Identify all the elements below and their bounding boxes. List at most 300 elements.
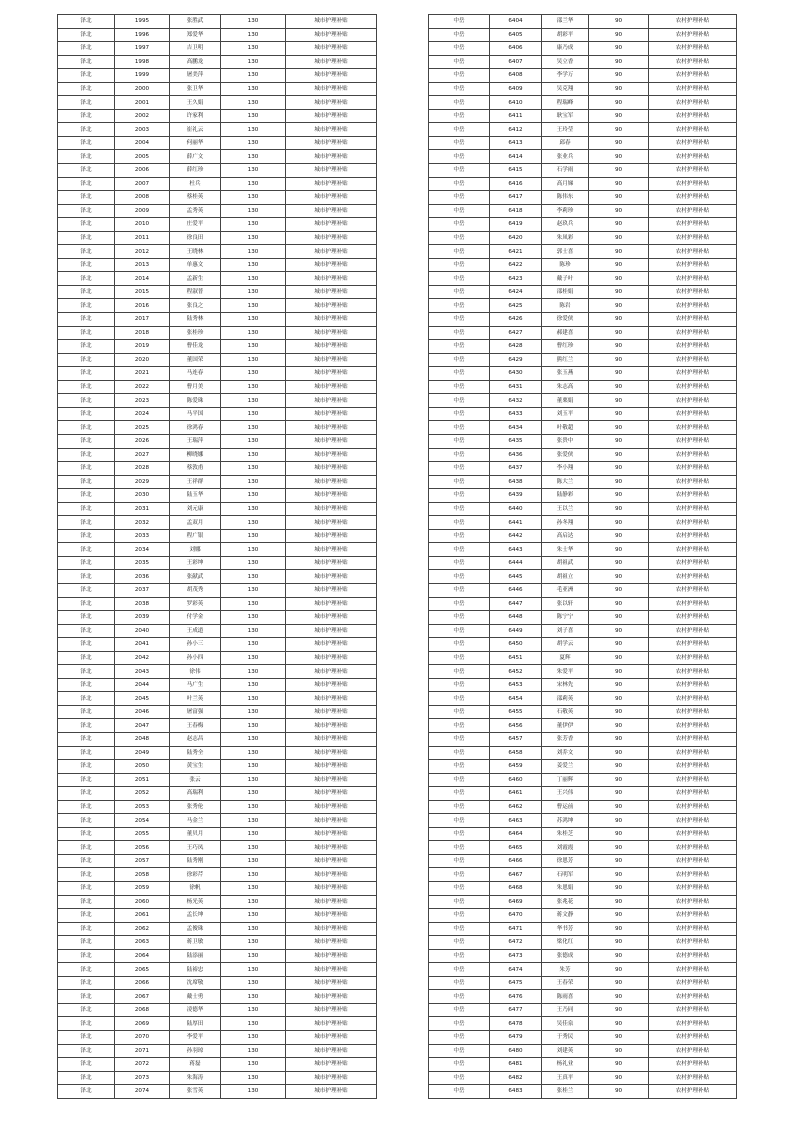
serial-number-cell: 2000 — [115, 82, 170, 96]
town-cell: 中岳 — [429, 705, 490, 719]
table-row — [429, 1031, 737, 1045]
category-cell: 农村护理补贴 — [649, 827, 737, 841]
table-row — [58, 1085, 377, 1099]
serial-number-cell: 2006 — [115, 164, 170, 178]
name-cell: 邵兰华 — [542, 15, 589, 29]
name-cell: 张秀伦 — [170, 800, 221, 814]
serial-number-cell: 2028 — [115, 462, 170, 476]
table-row — [58, 611, 377, 625]
amount-cell: 90 — [589, 990, 649, 1004]
serial-number-cell: 6440 — [490, 502, 542, 516]
category-cell: 农村护理补贴 — [649, 746, 737, 760]
amount-cell: 130 — [221, 651, 286, 665]
name-cell: 陈爱珠 — [170, 394, 221, 408]
category-cell: 农村护理补贴 — [649, 922, 737, 936]
amount-cell: 90 — [589, 434, 649, 448]
name-cell: 吴克翔 — [542, 82, 589, 96]
amount-cell: 130 — [221, 69, 286, 83]
town-cell: 泽北 — [58, 164, 115, 178]
name-cell: 张兆花 — [542, 895, 589, 909]
amount-cell: 130 — [221, 367, 286, 381]
name-cell: 程瑞峰 — [542, 96, 589, 110]
category-cell: 城市护理补贴 — [286, 421, 377, 435]
category-cell: 农村护理补贴 — [649, 313, 737, 327]
name-cell: 孙冬翔 — [542, 516, 589, 530]
category-cell: 城市护理补贴 — [286, 448, 377, 462]
serial-number-cell: 6478 — [490, 1017, 542, 1031]
category-cell: 农村护理补贴 — [649, 96, 737, 110]
category-cell: 城市护理补贴 — [286, 258, 377, 272]
name-cell: 叶兰英 — [170, 692, 221, 706]
serial-number-cell: 2045 — [115, 692, 170, 706]
serial-number-cell: 2063 — [115, 936, 170, 950]
table-row — [58, 936, 377, 950]
category-cell: 城市护理补贴 — [286, 55, 377, 69]
town-cell: 中岳 — [429, 448, 490, 462]
name-cell: 孟秀英 — [170, 204, 221, 218]
category-cell: 农村护理补贴 — [649, 272, 737, 286]
serial-number-cell: 6451 — [490, 651, 542, 665]
amount-cell: 90 — [589, 407, 649, 421]
table-row — [58, 96, 377, 110]
serial-number-cell: 2035 — [115, 556, 170, 570]
town-cell: 泽北 — [58, 936, 115, 950]
amount-cell: 130 — [221, 82, 286, 96]
name-cell: 陈岩 — [542, 299, 589, 313]
category-cell: 农村护理补贴 — [649, 299, 737, 313]
name-cell: 朱恩娟 — [542, 882, 589, 896]
town-cell: 泽北 — [58, 218, 115, 232]
amount-cell: 90 — [589, 475, 649, 489]
amount-cell: 130 — [221, 760, 286, 774]
town-cell: 中岳 — [429, 732, 490, 746]
name-cell: 董伊伊 — [542, 719, 589, 733]
amount-cell: 90 — [589, 556, 649, 570]
amount-cell: 130 — [221, 218, 286, 232]
name-cell: 康乃成 — [542, 42, 589, 56]
name-cell: 刘元康 — [170, 502, 221, 516]
name-cell: 徐彩芹 — [170, 868, 221, 882]
category-cell: 农村护理补贴 — [649, 367, 737, 381]
table-row — [58, 28, 377, 42]
serial-number-cell: 6413 — [490, 136, 542, 150]
category-cell: 城市护理补贴 — [286, 123, 377, 137]
table-row — [58, 313, 377, 327]
amount-cell: 130 — [221, 272, 286, 286]
name-cell: 徐良田 — [170, 231, 221, 245]
amount-cell: 90 — [589, 597, 649, 611]
name-cell: 陆添丽 — [170, 949, 221, 963]
serial-number-cell: 6466 — [490, 854, 542, 868]
category-cell: 城市护理补贴 — [286, 191, 377, 205]
table-row — [58, 434, 377, 448]
table-row — [429, 177, 737, 191]
serial-number-cell: 2024 — [115, 407, 170, 421]
serial-number-cell: 2011 — [115, 231, 170, 245]
name-cell: 单惠文 — [170, 258, 221, 272]
town-cell: 泽北 — [58, 854, 115, 868]
amount-cell: 90 — [589, 773, 649, 787]
category-cell: 农村护理补贴 — [649, 1044, 737, 1058]
table-row — [58, 489, 377, 503]
table-row — [58, 353, 377, 367]
serial-number-cell: 6445 — [490, 570, 542, 584]
amount-cell: 90 — [589, 218, 649, 232]
table-row — [429, 245, 737, 259]
category-cell: 城市护理补贴 — [286, 502, 377, 516]
amount-cell: 90 — [589, 760, 649, 774]
amount-cell: 130 — [221, 380, 286, 394]
name-cell: 张桂兰 — [542, 1085, 589, 1099]
table-row — [58, 367, 377, 381]
table-row — [58, 448, 377, 462]
amount-cell: 130 — [221, 421, 286, 435]
amount-cell: 90 — [589, 746, 649, 760]
serial-number-cell: 6443 — [490, 543, 542, 557]
amount-cell: 130 — [221, 976, 286, 990]
category-cell: 农村护理补贴 — [649, 1058, 737, 1072]
name-cell: 朱凤彩 — [542, 231, 589, 245]
name-cell: 黄宝生 — [170, 760, 221, 774]
serial-number-cell: 6467 — [490, 868, 542, 882]
town-cell: 中岳 — [429, 489, 490, 503]
town-cell: 中岳 — [429, 42, 490, 56]
table-row — [429, 69, 737, 83]
name-cell: 马平国 — [170, 407, 221, 421]
town-cell: 泽北 — [58, 678, 115, 692]
name-cell: 张芳香 — [542, 732, 589, 746]
table-row — [429, 258, 737, 272]
serial-number-cell: 2029 — [115, 475, 170, 489]
town-cell: 中岳 — [429, 922, 490, 936]
name-cell: 石学雨 — [542, 164, 589, 178]
amount-cell: 130 — [221, 583, 286, 597]
amount-cell: 90 — [589, 28, 649, 42]
category-cell: 城市护理补贴 — [286, 868, 377, 882]
serial-number-cell: 6406 — [490, 42, 542, 56]
serial-number-cell: 2070 — [115, 1031, 170, 1045]
serial-number-cell: 2057 — [115, 854, 170, 868]
table-row — [58, 760, 377, 774]
name-cell: 胡彩平 — [542, 28, 589, 42]
category-cell: 农村护理补贴 — [649, 82, 737, 96]
serial-number-cell: 2041 — [115, 638, 170, 652]
serial-number-cell: 2022 — [115, 380, 170, 394]
category-cell: 农村护理补贴 — [649, 177, 737, 191]
name-cell: 耿宝军 — [542, 109, 589, 123]
name-cell: 郝建喜 — [542, 326, 589, 340]
town-cell: 泽北 — [58, 299, 115, 313]
serial-number-cell: 2038 — [115, 597, 170, 611]
category-cell: 城市护理补贴 — [286, 787, 377, 801]
name-cell: 朱爱平 — [542, 665, 589, 679]
town-cell: 泽北 — [58, 868, 115, 882]
name-cell: 张卫华 — [170, 82, 221, 96]
category-cell: 城市护理补贴 — [286, 340, 377, 354]
town-cell: 泽北 — [58, 651, 115, 665]
name-cell: 王兴伟 — [542, 787, 589, 801]
serial-number-cell: 2074 — [115, 1085, 170, 1099]
name-cell: 李莉珍 — [542, 204, 589, 218]
table-row — [58, 556, 377, 570]
town-cell: 泽北 — [58, 231, 115, 245]
category-cell: 城市护理补贴 — [286, 583, 377, 597]
name-cell: 高瑞利 — [170, 787, 221, 801]
name-cell: 孟新生 — [170, 272, 221, 286]
table-row — [58, 597, 377, 611]
amount-cell: 90 — [589, 732, 649, 746]
amount-cell: 90 — [589, 448, 649, 462]
town-cell: 泽北 — [58, 1085, 115, 1099]
amount-cell: 130 — [221, 340, 286, 354]
amount-cell: 90 — [589, 787, 649, 801]
table-row — [429, 665, 737, 679]
town-cell: 中岳 — [429, 353, 490, 367]
town-cell: 中岳 — [429, 69, 490, 83]
category-cell: 农村护理补贴 — [649, 326, 737, 340]
category-cell: 农村护理补贴 — [649, 340, 737, 354]
amount-cell: 130 — [221, 313, 286, 327]
serial-number-cell: 6470 — [490, 909, 542, 923]
amount-cell: 130 — [221, 638, 286, 652]
town-cell: 中岳 — [429, 313, 490, 327]
name-cell: 屠富强 — [170, 705, 221, 719]
amount-cell: 130 — [221, 787, 286, 801]
town-cell: 中岳 — [429, 556, 490, 570]
amount-cell: 130 — [221, 55, 286, 69]
serial-number-cell: 6449 — [490, 624, 542, 638]
town-cell: 中岳 — [429, 543, 490, 557]
amount-cell: 90 — [589, 543, 649, 557]
serial-number-cell: 2031 — [115, 502, 170, 516]
amount-cell: 130 — [221, 692, 286, 706]
name-cell: 张玉燕 — [542, 367, 589, 381]
table-row — [58, 502, 377, 516]
category-cell: 农村护理补贴 — [649, 516, 737, 530]
table-row — [58, 732, 377, 746]
name-cell: 张德成 — [542, 949, 589, 963]
table-row — [58, 854, 377, 868]
serial-number-cell: 2027 — [115, 448, 170, 462]
name-cell: 陈宁宁 — [542, 611, 589, 625]
amount-cell: 130 — [221, 448, 286, 462]
town-cell: 中岳 — [429, 204, 490, 218]
serial-number-cell: 6460 — [490, 773, 542, 787]
town-cell: 泽北 — [58, 150, 115, 164]
amount-cell: 90 — [589, 109, 649, 123]
name-cell: 罗彩英 — [170, 597, 221, 611]
town-cell: 泽北 — [58, 82, 115, 96]
table-row — [429, 136, 737, 150]
category-cell: 城市护理补贴 — [286, 326, 377, 340]
amount-cell: 90 — [589, 1085, 649, 1099]
serial-number-cell: 6447 — [490, 597, 542, 611]
town-cell: 中岳 — [429, 123, 490, 137]
name-cell: 徐爱侠 — [542, 313, 589, 327]
table-row — [58, 407, 377, 421]
town-cell: 中岳 — [429, 421, 490, 435]
category-cell: 城市护理补贴 — [286, 746, 377, 760]
amount-cell: 130 — [221, 963, 286, 977]
amount-cell: 130 — [221, 1044, 286, 1058]
category-cell: 城市护理补贴 — [286, 895, 377, 909]
serial-number-cell: 2023 — [115, 394, 170, 408]
serial-number-cell: 6461 — [490, 787, 542, 801]
town-cell: 泽北 — [58, 1003, 115, 1017]
category-cell: 农村护理补贴 — [649, 489, 737, 503]
category-cell: 城市护理补贴 — [286, 814, 377, 828]
category-cell: 农村护理补贴 — [649, 434, 737, 448]
category-cell: 城市护理补贴 — [286, 732, 377, 746]
amount-cell: 90 — [589, 976, 649, 990]
name-cell: 付学金 — [170, 611, 221, 625]
serial-number-cell: 6426 — [490, 313, 542, 327]
serial-number-cell: 6458 — [490, 746, 542, 760]
amount-cell: 130 — [221, 136, 286, 150]
amount-cell: 90 — [589, 380, 649, 394]
serial-number-cell: 2062 — [115, 922, 170, 936]
category-cell: 农村护理补贴 — [649, 191, 737, 205]
serial-number-cell: 6457 — [490, 732, 542, 746]
name-cell: 胡祖武 — [542, 556, 589, 570]
serial-number-cell: 6436 — [490, 448, 542, 462]
serial-number-cell: 2052 — [115, 787, 170, 801]
serial-number-cell: 2032 — [115, 516, 170, 530]
serial-number-cell: 2067 — [115, 990, 170, 1004]
name-cell: 于秀民 — [542, 1031, 589, 1045]
serial-number-cell: 6464 — [490, 827, 542, 841]
table-row — [429, 651, 737, 665]
category-cell: 城市护理补贴 — [286, 69, 377, 83]
category-cell: 农村护理补贴 — [649, 719, 737, 733]
category-cell: 农村护理补贴 — [649, 841, 737, 855]
name-cell: 王彩坤 — [170, 556, 221, 570]
town-cell: 泽北 — [58, 570, 115, 584]
amount-cell: 90 — [589, 868, 649, 882]
amount-cell: 130 — [221, 123, 286, 137]
table-row — [58, 285, 377, 299]
town-cell: 泽北 — [58, 313, 115, 327]
left-table — [57, 14, 377, 1099]
serial-number-cell: 6459 — [490, 760, 542, 774]
amount-cell: 90 — [589, 516, 649, 530]
name-cell: 凌德华 — [170, 1003, 221, 1017]
amount-cell: 130 — [221, 177, 286, 191]
table-row — [429, 299, 737, 313]
serial-number-cell: 2009 — [115, 204, 170, 218]
town-cell: 中岳 — [429, 394, 490, 408]
name-cell: 邱春 — [542, 136, 589, 150]
name-cell: 董栗娟 — [542, 394, 589, 408]
town-cell: 中岳 — [429, 760, 490, 774]
category-cell: 城市护理补贴 — [286, 475, 377, 489]
category-cell: 农村护理补贴 — [649, 150, 737, 164]
amount-cell: 130 — [221, 109, 286, 123]
table-row — [429, 760, 737, 774]
table-row — [58, 462, 377, 476]
serial-number-cell: 2053 — [115, 800, 170, 814]
table-row — [429, 475, 737, 489]
amount-cell: 130 — [221, 1058, 286, 1072]
town-cell: 泽北 — [58, 258, 115, 272]
town-cell: 泽北 — [58, 96, 115, 110]
serial-number-cell: 2061 — [115, 909, 170, 923]
name-cell: 庄爱平 — [170, 218, 221, 232]
table-row — [429, 800, 737, 814]
table-row — [429, 285, 737, 299]
town-cell: 泽北 — [58, 502, 115, 516]
town-cell: 泽北 — [58, 665, 115, 679]
category-cell: 城市护理补贴 — [286, 570, 377, 584]
amount-cell: 90 — [589, 272, 649, 286]
name-cell: 陈伟东 — [542, 191, 589, 205]
serial-number-cell: 6429 — [490, 353, 542, 367]
amount-cell: 130 — [221, 475, 286, 489]
serial-number-cell: 2025 — [115, 421, 170, 435]
town-cell: 中岳 — [429, 963, 490, 977]
table-row — [429, 434, 737, 448]
town-cell: 泽北 — [58, 583, 115, 597]
amount-cell: 90 — [589, 705, 649, 719]
serial-number-cell: 6480 — [490, 1044, 542, 1058]
table-row — [429, 462, 737, 476]
table-row — [58, 1031, 377, 1045]
table-row — [58, 177, 377, 191]
name-cell: 陆厚田 — [170, 1017, 221, 1031]
town-cell: 中岳 — [429, 611, 490, 625]
amount-cell: 90 — [589, 394, 649, 408]
table-row — [429, 963, 737, 977]
table-row — [58, 800, 377, 814]
name-cell: 夏辉 — [542, 651, 589, 665]
serial-number-cell: 6469 — [490, 895, 542, 909]
category-cell: 城市护理补贴 — [286, 164, 377, 178]
name-cell: 孟双月 — [170, 516, 221, 530]
amount-cell: 90 — [589, 82, 649, 96]
table-row — [58, 922, 377, 936]
name-cell: 张业兵 — [542, 150, 589, 164]
town-cell: 中岳 — [429, 367, 490, 381]
serial-number-cell: 2072 — [115, 1058, 170, 1072]
table-row — [58, 15, 377, 29]
serial-number-cell: 6479 — [490, 1031, 542, 1045]
category-cell: 城市护理补贴 — [286, 854, 377, 868]
amount-cell: 90 — [589, 462, 649, 476]
town-cell: 中岳 — [429, 28, 490, 42]
amount-cell: 90 — [589, 55, 649, 69]
name-cell: 王以兰 — [542, 502, 589, 516]
table-row — [58, 692, 377, 706]
amount-cell: 130 — [221, 719, 286, 733]
town-cell: 泽北 — [58, 760, 115, 774]
category-cell: 城市护理补贴 — [286, 1071, 377, 1085]
category-cell: 城市护理补贴 — [286, 394, 377, 408]
table-row — [429, 313, 737, 327]
amount-cell: 130 — [221, 516, 286, 530]
name-cell: 梁化红 — [542, 936, 589, 950]
serial-number-cell: 1999 — [115, 69, 170, 83]
table-row — [429, 922, 737, 936]
table-row — [429, 882, 737, 896]
category-cell: 城市护理补贴 — [286, 177, 377, 191]
table-row — [429, 109, 737, 123]
town-cell: 中岳 — [429, 570, 490, 584]
serial-number-cell: 2037 — [115, 583, 170, 597]
town-cell: 泽北 — [58, 624, 115, 638]
town-cell: 中岳 — [429, 597, 490, 611]
table-row — [58, 638, 377, 652]
category-cell: 农村护理补贴 — [649, 692, 737, 706]
